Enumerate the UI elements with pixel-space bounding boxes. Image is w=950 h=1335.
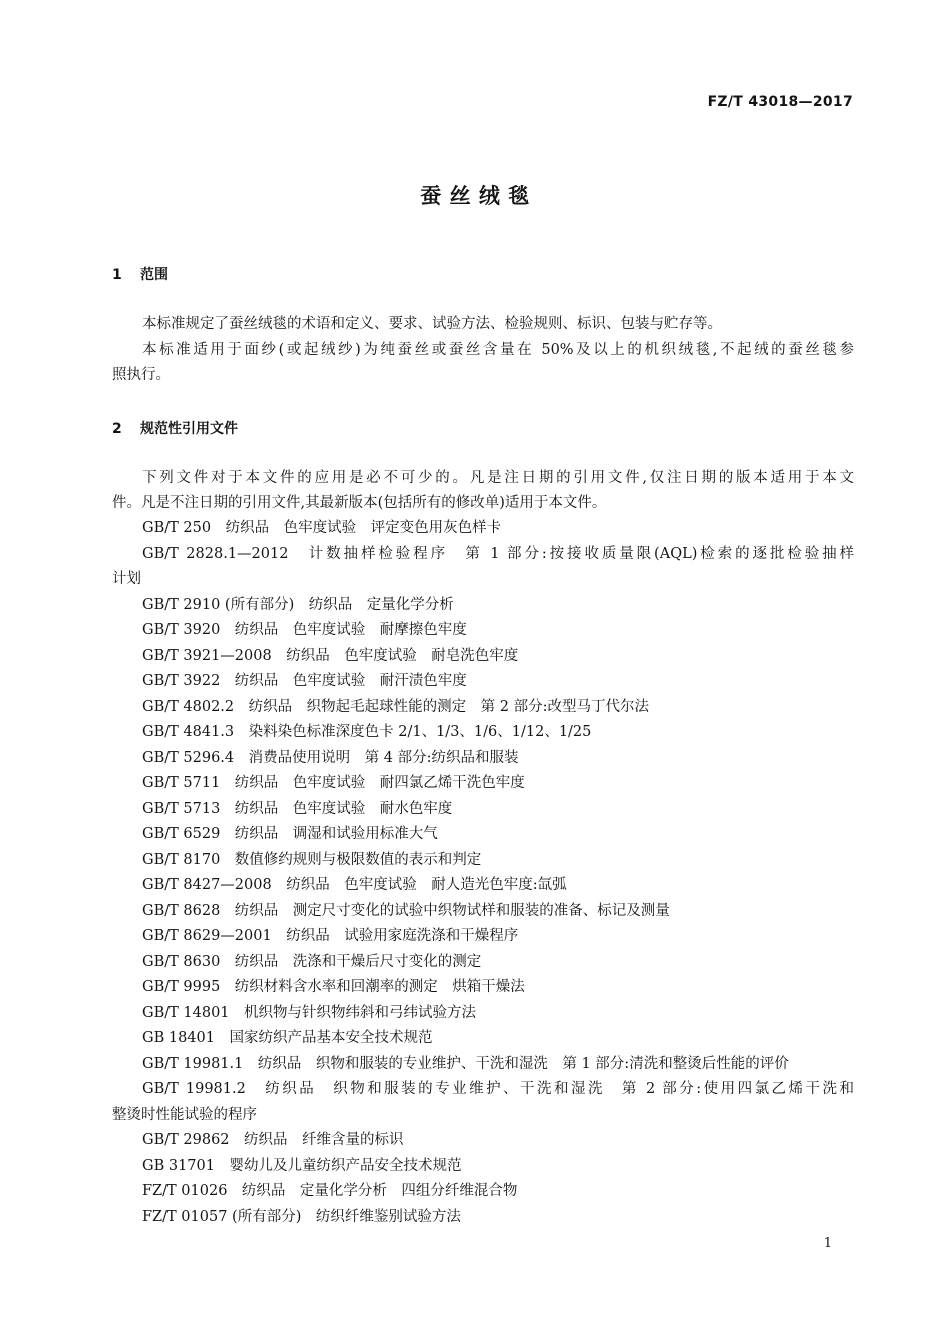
section-1-paragraph-2	[112, 338, 854, 388]
reference-text: GB/T 4802.2 纺织品 织物起毛起球性能的测定 第 2 部分:改型马丁代尔法	[142, 698, 649, 715]
reference-text: GB/T 2828.1—2012 计数抽样检验程序 第 1 部分:按接收质量限(AQL)检索的逐批检验抽样	[142, 545, 854, 562]
normative-reference-list	[112, 516, 854, 1230]
document-title: 蚕 丝 绒 毯	[420, 184, 530, 208]
reference-text: FZ/T 01026 纺织品 定量化学分析 四组分纤维混合物	[142, 1183, 518, 1199]
reference-text: GB/T 8170 数值修约规则与极限数值的表示和判定	[142, 851, 482, 868]
reference-text: GB/T 19981.2 纺织品 织物和服装的专业维护、干洗和湿洗 第 2 部分:使用四氯乙烯干洗和	[142, 1081, 854, 1097]
reference-text: GB/T 5296.4 消费品使用说明 第 4 部分:纺织品和服装	[142, 749, 519, 766]
reference-text: GB/T 8427—2008 纺织品 色牢度试验 耐人造光色牢度:氙弧	[142, 877, 567, 893]
reference-item	[112, 797, 854, 823]
reference-item	[112, 593, 854, 619]
reference-text: GB/T 3921—2008 纺织品 色牢度试验 耐皂洗色牢度	[142, 647, 519, 664]
reference-text: GB 31701 婴幼儿及儿童纺织产品安全技术规范	[142, 1157, 462, 1174]
reference-text: GB/T 8628 纺织品 测定尺寸变化的试验中织物试样和服装的准备、标记及测量	[142, 902, 670, 919]
section-1-paragraph-1	[112, 312, 854, 337]
reference-item	[112, 1077, 854, 1128]
section-2-paragraph-1	[112, 466, 854, 516]
reference-item	[112, 516, 854, 542]
reference-text: GB/T 8630 纺织品 洗涤和干燥后尺寸变化的测定	[142, 953, 482, 970]
reference-item	[112, 669, 854, 695]
reference-text: GB/T 14801 机织物与针织物纬斜和弓纬试验方法	[142, 1004, 477, 1021]
reference-text: GB 18401 国家纺织产品基本安全技术规范	[142, 1030, 433, 1046]
reference-item	[112, 720, 854, 746]
reference-text: GB/T 19981.1 纺织品 织物和服装的专业维护、干洗和湿洗 第 1 部分:清洗和整烫后性能的评价	[142, 1055, 789, 1072]
reference-item	[112, 924, 854, 950]
section-2-heading	[112, 418, 238, 438]
reference-item	[112, 848, 854, 874]
reference-text: GB/T 250 纺织品 色牢度试验 评定变色用灰色样卡	[142, 520, 502, 536]
reference-text: GB/T 3922 纺织品 色牢度试验 耐汗渍色牢度	[142, 673, 467, 689]
reference-text: GB/T 3920 纺织品 色牢度试验 耐摩擦色牢度	[142, 622, 467, 638]
reference-text: GB/T 6529 纺织品 调湿和试验用标准大气	[142, 826, 438, 842]
reference-text: FZ/T 01057 (所有部分) 纺织纤维鉴别试验方法	[142, 1208, 461, 1225]
paragraph-line: 下列文件对于本文件的应用是必不可少的。凡是注日期的引用文件,仅注日期的版本适用于本文	[142, 470, 854, 486]
section-title: 范围	[140, 267, 168, 283]
standard-code: FZ/T 43018—2017	[707, 94, 853, 110]
section-number: 1	[112, 267, 122, 283]
reference-item	[112, 542, 854, 593]
reference-item	[112, 822, 854, 848]
reference-text: GB/T 9995 纺织材料含水率和回潮率的测定 烘箱干燥法	[142, 979, 525, 995]
reference-text: GB/T 5711 纺织品 色牢度试验 耐四氯乙烯干洗色牢度	[142, 775, 525, 791]
reference-item	[112, 950, 854, 976]
section-number: 2	[112, 421, 122, 437]
reference-item	[112, 1001, 854, 1027]
reference-item	[112, 771, 854, 797]
reference-text: GB/T 2910 (所有部分) 纺织品 定量化学分析	[142, 596, 454, 613]
reference-text: GB/T 8629—2001 纺织品 试验用家庭洗涤和干燥程序	[142, 928, 519, 944]
paragraph-line: 照执行。	[112, 367, 170, 383]
reference-item	[112, 873, 854, 899]
reference-item	[112, 618, 854, 644]
reference-item	[112, 746, 854, 772]
paragraph-line: 本标准适用于面纱(或起绒纱)为纯蚕丝或蚕丝含量在 50%及以上的机织绒毯,不起绒的蚕丝毯参	[142, 342, 854, 358]
section-title: 规范性引用文件	[140, 421, 238, 437]
reference-text: GB/T 4841.3 染料染色标准深度色卡 2/1、1/3、1/6、1/12、1/25	[142, 724, 592, 740]
paragraph-line: 件。凡是不注日期的引用文件,其最新版本(包括所有的修改单)适用于本文件。	[112, 495, 607, 511]
reference-item	[112, 1179, 854, 1205]
reference-item	[112, 1026, 854, 1052]
reference-text: GB/T 29862 纺织品 纤维含量的标识	[142, 1132, 404, 1148]
reference-item	[112, 644, 854, 670]
reference-item	[112, 1205, 854, 1231]
reference-item	[112, 695, 854, 721]
reference-item	[112, 1052, 854, 1078]
reference-text: GB/T 5713 纺织品 色牢度试验 耐水色牢度	[142, 800, 453, 817]
reference-item	[112, 899, 854, 925]
reference-item	[112, 1154, 854, 1180]
page-number: 1	[823, 1236, 832, 1251]
paragraph-line: 本标准规定了蚕丝绒毯的术语和定义、要求、试验方法、检验规则、标识、包装与贮存等。	[142, 316, 722, 332]
reference-item	[112, 975, 854, 1001]
reference-item	[112, 1128, 854, 1154]
section-1-heading	[112, 264, 168, 284]
reference-text-continued: 计划	[112, 571, 141, 587]
reference-text-continued: 整烫时性能试验的程序	[112, 1106, 257, 1123]
